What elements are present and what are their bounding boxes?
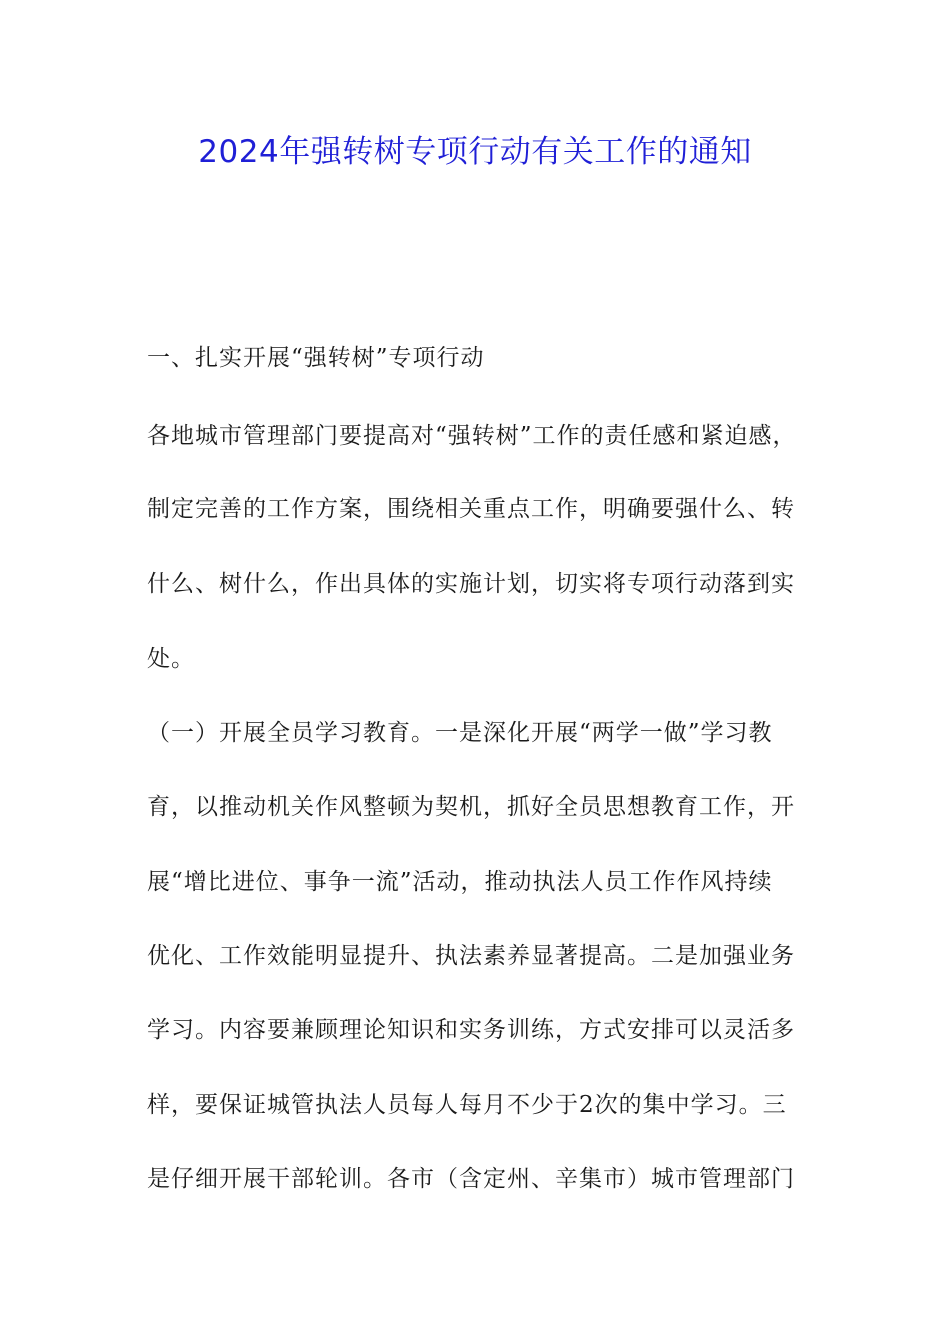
document-title: 2024年强转树专项行动有关工作的通知 [198,134,752,170]
section-heading: 一、扎实开展“强转树”专项行动 [147,345,485,371]
body-line: 优化、工作效能明显提升、执法素养显著提高。二是加强业务 [147,943,795,969]
body-line: 什么、树什么，作出具体的实施计划，切实将专项行动落到实 [147,571,795,597]
body-line: 是仔细开展干部轮训。各市（含定州、辛集市）城市管理部门 [147,1166,795,1192]
body-line: 各地城市管理部门要提高对“强转树”工作的责任感和紧迫感， [147,423,797,449]
body-line: 样，要保证城管执法人员每人每月不少于2次的集中学习。三 [147,1092,787,1118]
body-line: 学习。内容要兼顾理论知识和实务训练，方式安排可以灵活多 [147,1017,795,1043]
body-line: 制定完善的工作方案，围绕相关重点工作，明确要强什么、转 [147,496,795,522]
body-line: 展“增比进位、事争一流”活动，推动执法人员工作作风持续 [147,869,773,895]
body-line: 处。 [147,646,195,672]
body-line: （一）开展全员学习教育。一是深化开展“两学一做”学习教 [147,720,773,746]
body-line: 育，以推动机关作风整顿为契机，抓好全员思想教育工作，开 [147,794,795,820]
